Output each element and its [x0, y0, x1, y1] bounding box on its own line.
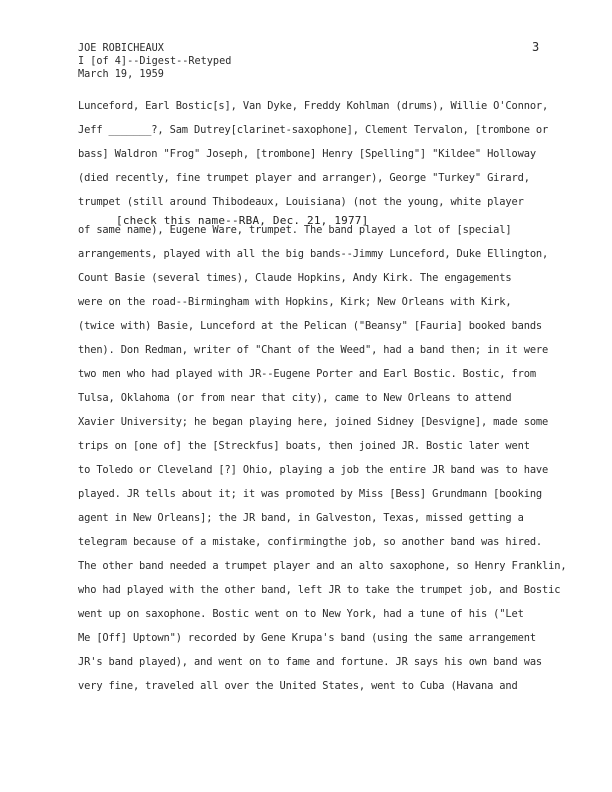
text-line: very fine, traveled all over the United States, went to Cuba (Havana and	[78, 680, 518, 692]
page-number: 3	[532, 40, 540, 54]
text-line: bass] Waldron "Frog" Joseph, [trombone] Henry [Spelling"] "Kildee" Holloway	[78, 148, 536, 160]
text-line: of same name), Eugene Ware, trumpet. The band played a lot of [special]	[78, 224, 512, 236]
text-line: agent in New Orleans]; the JR band, in Galveston, Texas, missed getting a	[78, 512, 524, 524]
text-line: were on the road--Birmingham with Hopkins, Kirk; New Orleans with Kirk,	[78, 296, 512, 308]
text-line: Me [Off] Uptown") recorded by Gene Krupa's band (using the same arrangement	[78, 632, 536, 644]
header-line: JOE ROBICHEAUX	[78, 43, 164, 54]
text-line: who had played with the other band, left JR to take the trumpet job, and Bostic	[78, 584, 561, 596]
document-header	[78, 42, 231, 81]
text-line: JR's band played), and went on to fame and fortune. JR says his own band was	[78, 656, 543, 668]
handwritten-insertion: [check this name--RBA, Dec. 21, 1977]	[116, 214, 369, 227]
text-line: to Toledo or Cleveland [?] Ohio, playing a job the entire JR band was to have	[78, 464, 549, 476]
text-line: Lunceford, Earl Bostic[s], Van Dyke, Freddy Kohlman (drums), Willie O'Connor,	[78, 100, 549, 112]
text-line: Count Basie (several times), Claude Hopkins, Andy Kirk. The engagements	[78, 272, 512, 284]
text-line: (died recently, fine trumpet player and arranger), George "Turkey" Girard,	[78, 172, 530, 184]
header-line: March 19, 1959	[78, 69, 164, 80]
text-line: The other band needed a trumpet player and an alto saxophone, so Henry Franklin,	[78, 560, 567, 572]
text-line: arrangements, played with all the big bands--Jimmy Lunceford, Duke Ellington,	[78, 248, 549, 260]
text-line: trumpet (still around Thibodeaux, Louisiana) (not the young, white player	[78, 196, 524, 208]
text-line: two men who had played with JR--Eugene Porter and Earl Bostic. Bostic, from	[78, 368, 536, 380]
text-line: then). Don Redman, writer of "Chant of the Weed", had a band then; in it were	[78, 344, 549, 356]
text-line: Xavier University; he began playing here, joined Sidney [Desvigne], made some	[78, 416, 549, 428]
text-line: went up on saxophone. Bostic went on to New York, had a tune of his ("Let	[78, 608, 524, 620]
text-line: played. JR tells about it; it was promoted by Miss [Bess] Grundmann [booking	[78, 488, 543, 500]
text-line: telegram because of a mistake, confirmingthe job, so another band was hired.	[78, 536, 543, 548]
text-line: Tulsa, Oklahoma (or from near that city), came to New Orleans to attend	[78, 392, 512, 404]
text-line: trips on [one of] the [Streckfus] boats, then joined JR. Bostic later went	[78, 440, 530, 452]
header-line: I [of 4]--Digest--Retyped	[78, 56, 232, 67]
text-line: (twice with) Basie, Lunceford at the Pelican ("Beansy" [Fauria] booked bands	[78, 320, 543, 332]
text-line: Jeff _______?, Sam Dutrey[clarinet-saxophone], Clement Tervalon, [trombone or	[78, 124, 549, 136]
